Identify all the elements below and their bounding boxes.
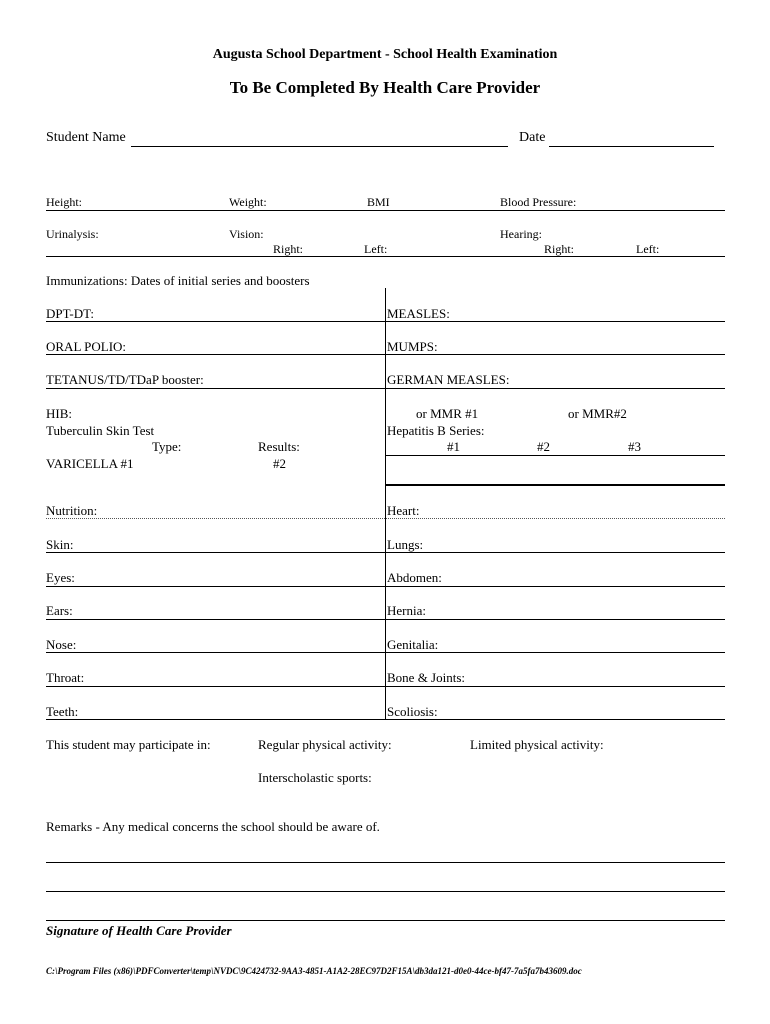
hepatitis-b-label: Hepatitis B Series: xyxy=(387,423,485,438)
exam-line-5[interactable] xyxy=(46,652,725,653)
hearing-left-label: Left: xyxy=(636,242,660,256)
date-label: Date xyxy=(519,130,546,145)
immunizations-heading: Immunizations: Dates of initial series and boosters xyxy=(46,273,310,288)
form-title: Augusta School Department - School Health Examination xyxy=(212,47,558,62)
footer-file-path: C:\Program Files (x86)\PDFConverter\temp\NVDC\9C424732-9AA3-4851-A1A2-28EC97D2F15A\db3da121-d0e0-44ce-bf47-7a5fa7b43609.doc xyxy=(46,966,582,976)
ears-label: Ears: xyxy=(46,603,73,618)
interscholastic-label: Interscholastic sports: xyxy=(258,770,372,785)
limited-activity-label: Limited physical activity: xyxy=(470,737,604,752)
heart-label: Heart: xyxy=(387,503,420,518)
varicella-2-label: #2 xyxy=(273,456,286,471)
remarks-line-2[interactable] xyxy=(46,891,725,892)
hep-b-3-label: #3 xyxy=(628,439,641,454)
hernia-label: Hernia: xyxy=(387,603,426,618)
signature-line[interactable] xyxy=(46,920,725,921)
hep-b-2-label: #2 xyxy=(537,439,550,454)
abdomen-label: Abdomen: xyxy=(387,570,442,585)
immunization-line-2[interactable] xyxy=(46,354,725,355)
section-separator xyxy=(385,484,725,486)
height-label: Height: xyxy=(46,195,82,209)
signature-label: Signature of Health Care Provider xyxy=(46,923,232,938)
vision-label: Vision: xyxy=(229,227,264,241)
exam-divider xyxy=(385,484,386,720)
bmi-label: BMI xyxy=(367,195,390,209)
bone-joints-label: Bone & Joints: xyxy=(387,670,466,685)
urinalysis-label: Urinalysis: xyxy=(46,227,99,241)
date-field[interactable] xyxy=(549,146,714,147)
vision-right-label: Right: xyxy=(273,242,304,256)
lungs-label: Lungs: xyxy=(387,537,424,552)
vision-left-label: Left: xyxy=(364,242,388,256)
genitalia-label: Genitalia: xyxy=(387,637,439,652)
weight-label: Weight: xyxy=(229,195,267,209)
remarks-label: Remarks - Any medical concerns the school should be aware of. xyxy=(46,819,380,834)
form-subtitle: To Be Completed By Health Care Provider xyxy=(229,78,541,97)
hearing-right-label: Right: xyxy=(544,242,575,256)
scoliosis-label: Scoliosis: xyxy=(387,704,438,719)
eyes-label: Eyes: xyxy=(46,570,75,585)
polio-label: ORAL POLIO: xyxy=(46,339,127,354)
nutrition-label: Nutrition: xyxy=(46,503,98,518)
mumps-label: MUMPS: xyxy=(387,339,438,354)
exam-line-7[interactable] xyxy=(46,719,725,720)
measles-label: MEASLES: xyxy=(387,306,450,321)
mmr1-label: or MMR #1 xyxy=(416,406,479,421)
dpt-label: DPT-DT: xyxy=(46,306,94,321)
regular-activity-label: Regular physical activity: xyxy=(258,737,392,752)
blood-pressure-label: Blood Pressure: xyxy=(500,195,577,209)
mmr2-label: or MMR#2 xyxy=(568,406,627,421)
tetanus-label: TETANUS/TD/TDaP booster: xyxy=(46,372,204,387)
immunization-line-4[interactable] xyxy=(385,455,725,456)
hib-label: HIB: xyxy=(46,406,72,421)
exam-line-2[interactable] xyxy=(46,552,725,553)
varicella-1-label: VARICELLA #1 xyxy=(46,456,134,471)
student-name-field[interactable] xyxy=(131,146,508,147)
skin-label: Skin: xyxy=(46,537,74,552)
student-name-label: Student Name xyxy=(46,130,126,145)
exam-line-4[interactable] xyxy=(46,619,725,620)
teeth-label: Teeth: xyxy=(46,704,79,719)
remarks-line-1[interactable] xyxy=(46,862,725,863)
exam-line-1[interactable] xyxy=(46,518,725,519)
hearing-label: Hearing: xyxy=(500,227,542,241)
exam-line-3[interactable] xyxy=(46,586,725,587)
german-measles-label: GERMAN MEASLES: xyxy=(387,372,510,387)
participation-label: This student may participate in: xyxy=(46,737,211,752)
exam-line-6[interactable] xyxy=(46,686,725,687)
immunization-line-1[interactable] xyxy=(46,321,725,322)
tb-results-label: Results: xyxy=(258,439,300,454)
hep-b-1-label: #1 xyxy=(447,439,460,454)
throat-label: Throat: xyxy=(46,670,85,685)
tb-test-label: Tuberculin Skin Test xyxy=(46,423,155,438)
vitals-line-1[interactable] xyxy=(46,210,725,211)
nose-label: Nose: xyxy=(46,637,77,652)
immunization-line-3[interactable] xyxy=(46,388,725,389)
vitals-line-2[interactable] xyxy=(46,256,725,257)
tb-type-label: Type: xyxy=(152,439,182,454)
